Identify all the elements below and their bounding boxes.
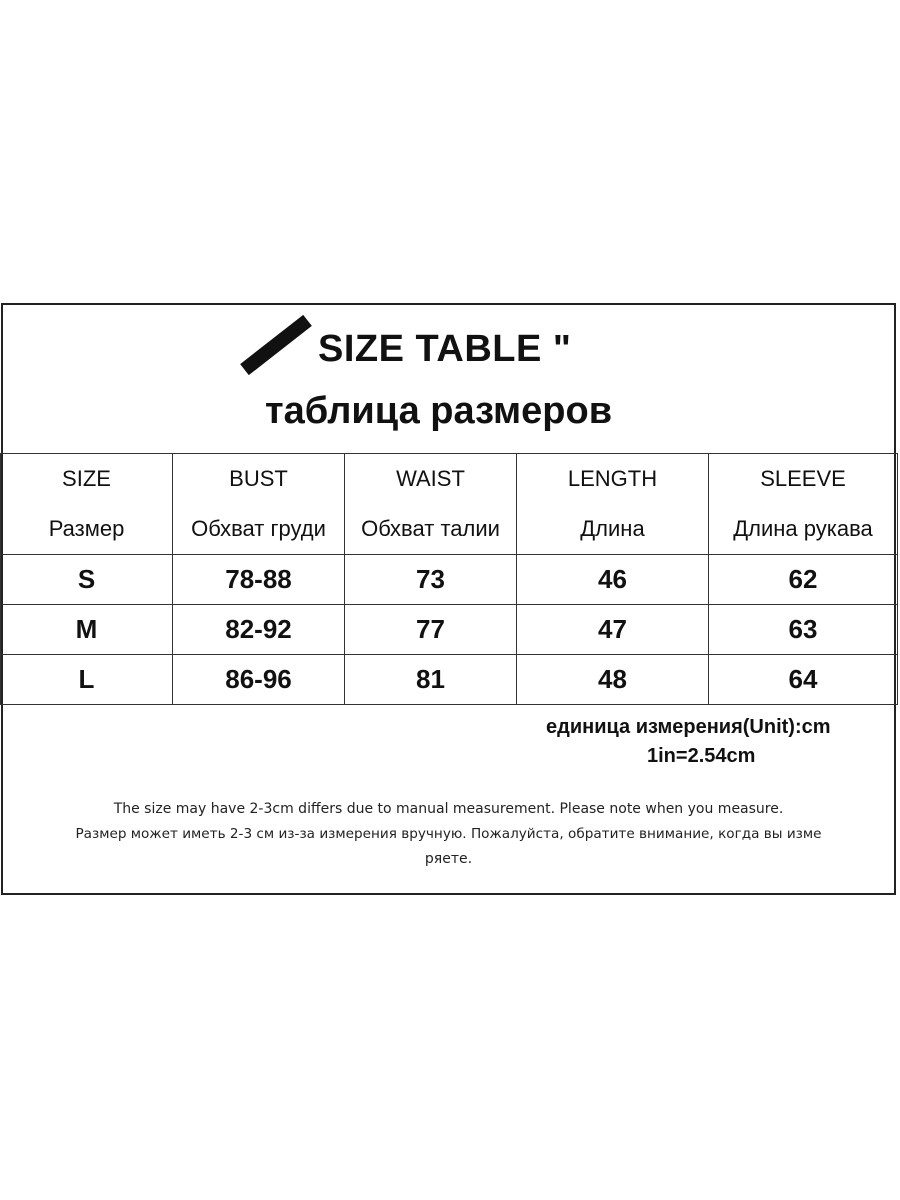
cell-size: S	[1, 555, 173, 605]
cell-sleeve: 63	[709, 605, 898, 655]
column-header-length	[517, 454, 709, 555]
cell-sleeve: 62	[709, 555, 898, 605]
cell-size: M	[1, 605, 173, 655]
unit-label: единица измерения(Unit):cm	[546, 716, 831, 738]
measurement-note-russian-line1: Размер может иметь 2-3 см из-за измерения вручную. Пожалуйста, обратите внимание, когда вы изме	[75, 826, 822, 842]
cell-length: 48	[517, 655, 709, 705]
header-label-ru: Длина рукава	[733, 516, 873, 541]
header-label-en: LENGTH	[567, 466, 658, 491]
cell-waist: 73	[345, 555, 517, 605]
header-label-ru: Обхват груди	[191, 516, 326, 541]
title-english: SIZE TABLE "	[318, 328, 572, 370]
cell-waist: 77	[345, 605, 517, 655]
cell-length: 47	[517, 605, 709, 655]
header-label-en: BUST	[229, 466, 288, 491]
column-header-sleeve	[709, 454, 898, 555]
header-label-ru: Размер	[48, 516, 125, 541]
table-row-s	[1, 555, 898, 605]
measurement-note-russian-line2: ряете.	[424, 851, 473, 867]
table-header-row	[1, 454, 898, 555]
cell-size: L	[1, 655, 173, 705]
measurement-note-english: The size may have 2-3cm differs due to manual measurement. Please note when you measure.	[113, 801, 784, 817]
header-label-en: SIZE	[62, 466, 111, 491]
title-russian: таблица размеров	[265, 390, 613, 432]
cell-waist: 81	[345, 655, 517, 705]
header-label-en: WAIST	[396, 466, 465, 491]
cell-bust: 78-88	[173, 555, 345, 605]
column-header-size	[1, 454, 173, 555]
cell-length: 46	[517, 555, 709, 605]
header-label-ru: Длина	[580, 516, 645, 541]
table-row-m	[1, 605, 898, 655]
size-table	[0, 453, 898, 705]
header-label-ru: Обхват талии	[361, 516, 500, 541]
column-header-bust	[173, 454, 345, 555]
header-label-en: SLEEVE	[760, 466, 846, 491]
cell-bust: 82-92	[173, 605, 345, 655]
inch-conversion-label: 1in=2.54cm	[647, 745, 756, 767]
table-row-l	[1, 655, 898, 705]
cell-bust: 86-96	[173, 655, 345, 705]
cell-sleeve: 64	[709, 655, 898, 705]
column-header-waist	[345, 454, 517, 555]
